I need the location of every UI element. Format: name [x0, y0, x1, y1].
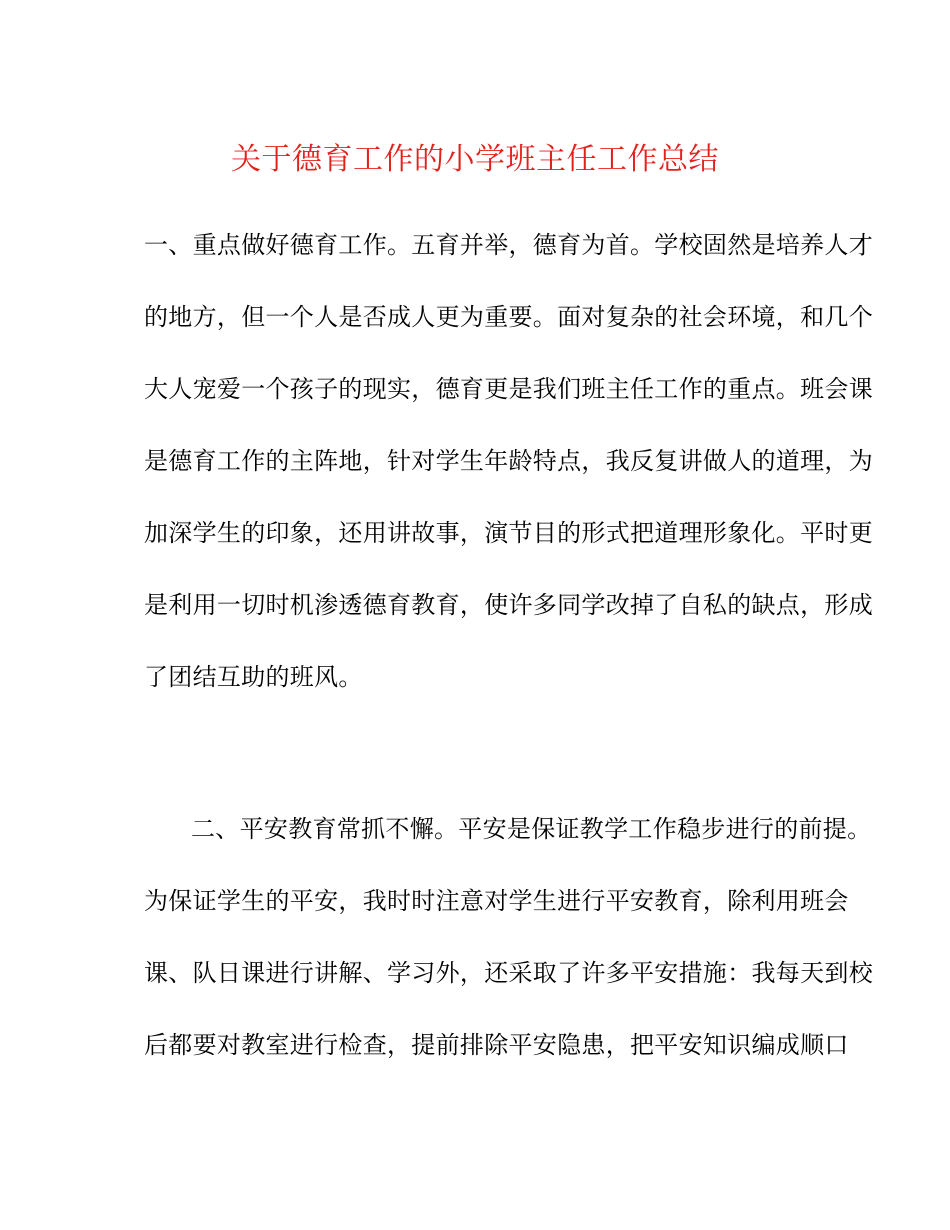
- paragraph-1-line-5: 加深学生的印象，还用讲故事，演节目的形式把道理形象化。平时更: [144, 519, 873, 547]
- paragraph-2-line-4: 后都要对教室进行检查，提前排除平安隐患，把平安知识编成顺口: [144, 1031, 849, 1059]
- paragraph-2-line-3: 课、队日课进行讲解、学习外，还采取了许多平安措施：我每天到校: [144, 959, 873, 987]
- paragraph-1-line-2: 的地方，但一个人是否成人更为重要。面对复杂的社会环境，和几个: [144, 303, 873, 331]
- paragraph-1-line-6: 是利用一切时机渗透德育教育，使许多同学改掉了自私的缺点，形成: [144, 591, 873, 619]
- paragraph-1-line-3: 大人宠爱一个孩子的现实，德育更是我们班主任工作的重点。班会课: [144, 375, 873, 403]
- document-title: 关于德育工作的小学班主任工作总结: [231, 142, 719, 177]
- paragraph-1-line-1: 一、重点做好德育工作。五育并举，德育为首。学校固然是培养人才: [144, 231, 873, 259]
- paragraph-1-line-7: 了团结互助的班风。: [144, 663, 363, 691]
- paragraph-1-line-4: 是德育工作的主阵地，针对学生年龄特点，我反复讲做人的道理，为: [144, 447, 873, 475]
- paragraph-2-line-1: 二、平安教育常抓不懈。平安是保证教学工作稳步进行的前提。: [191, 815, 872, 843]
- paragraph-2-line-2: 为保证学生的平安，我时时注意对学生进行平安教育，除利用班会: [144, 887, 849, 915]
